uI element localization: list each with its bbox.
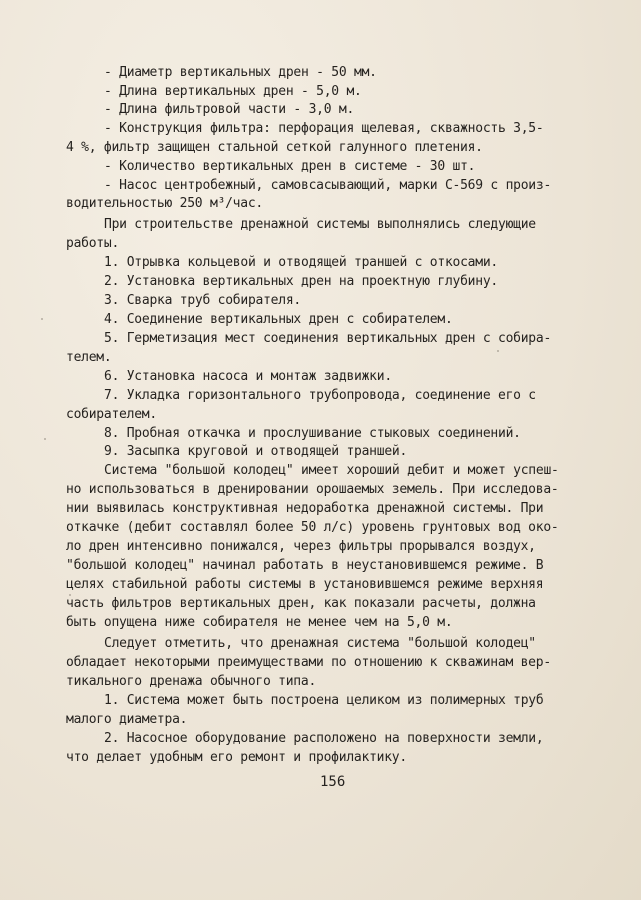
text-line: - Количество вертикальных дрен в системе - 30 шт. bbox=[104, 159, 476, 174]
text-line: тикального дренажа обычного типа. bbox=[66, 674, 317, 689]
text-line: 6. Установка насоса и монтаж задвижки. bbox=[104, 369, 392, 384]
text-line: 4. Соединение вертикальных дрен с собирателем. bbox=[104, 312, 453, 327]
text-line: нии выявилась конструктивная недоработка дренажной системы. При bbox=[66, 501, 544, 516]
text-line: телем. bbox=[66, 350, 112, 365]
paper-speck bbox=[69, 594, 71, 596]
text-line: ло дрен интенсивно понижался, через фильтры прорывался воздух, bbox=[66, 539, 536, 554]
text-line: При строительстве дренажной системы выполнялись следующие bbox=[104, 217, 536, 232]
text-line: что делает удобным его ремонт и профилактику. bbox=[66, 750, 407, 765]
text-line: 5. Герметизация мест соединения вертикальных дрен с собира- bbox=[104, 331, 552, 346]
text-line: быть опущена ниже собирателя не менее чем на 5,0 м. bbox=[66, 615, 453, 630]
text-line: 2. Установка вертикальных дрен на проектную глубину. bbox=[104, 274, 498, 289]
text-line: 1. Система может быть построена целиком из полимерных труб bbox=[104, 693, 544, 708]
text-line: работы. bbox=[66, 236, 120, 251]
page-number: 156 bbox=[320, 774, 346, 790]
text-line: - Диаметр вертикальных дрен - 50 мм. bbox=[104, 65, 377, 80]
paper-speck bbox=[41, 318, 43, 320]
text-line: часть фильтров вертикальных дрен, как показали расчеты, должна bbox=[66, 596, 536, 611]
text-line: 7. Укладка горизонтального трубопровода, соединение его с bbox=[104, 388, 536, 403]
text-line: 4 %, фильтр защищен стальной сеткой галунного плетения. bbox=[66, 140, 483, 155]
text-line: - Длина фильтровой части - 3,0 м. bbox=[104, 102, 355, 117]
text-line: 1. Отрывка кольцевой и отводящей траншей с откосами. bbox=[104, 255, 498, 270]
paper-speck bbox=[44, 438, 46, 440]
text-line: малого диаметра. bbox=[66, 712, 188, 727]
text-line: - Конструкция фильтра: перфорация щелевая, скважность 3,5- bbox=[104, 121, 544, 136]
text-line: 9. Засыпка круговой и отводящей траншей. bbox=[104, 444, 408, 459]
text-line: собирателем. bbox=[66, 407, 157, 422]
text-line: 3. Сварка труб собирателя. bbox=[104, 293, 301, 308]
text-line: - Длина вертикальных дрен - 5,0 м. bbox=[104, 84, 362, 99]
text-line: 2. Насосное оборудование расположено на поверхности земли, bbox=[104, 731, 544, 746]
text-line: "большой колодец" начинал работать в неустановившемся режиме. В bbox=[66, 558, 544, 573]
text-line: откачке (дебит составлял более 50 л/с) уровень грунтовых вод око- bbox=[66, 520, 559, 535]
paper-speck bbox=[497, 350, 499, 352]
text-line: 8. Пробная откачка и прослушивание стыковых соединений. bbox=[104, 426, 521, 441]
text-line: Система "большой колодец" имеет хороший дебит и может успеш- bbox=[104, 463, 559, 478]
text-line: водительностью 250 м³/час. bbox=[66, 196, 263, 211]
text-line: но использоваться в дренировании орошаемых земель. При исследова- bbox=[66, 482, 559, 497]
text-line: целях стабильной работы системы в установившемся режиме верхняя bbox=[66, 577, 544, 592]
text-line: Следует отметить, что дренажная система "большой колодец" bbox=[104, 636, 536, 651]
text-line: обладает некоторыми преимуществами по отношению к скважинам вер- bbox=[66, 655, 551, 670]
text-line: - Насос центробежный, самовсасывающий, марки С-569 с произ- bbox=[104, 178, 552, 193]
